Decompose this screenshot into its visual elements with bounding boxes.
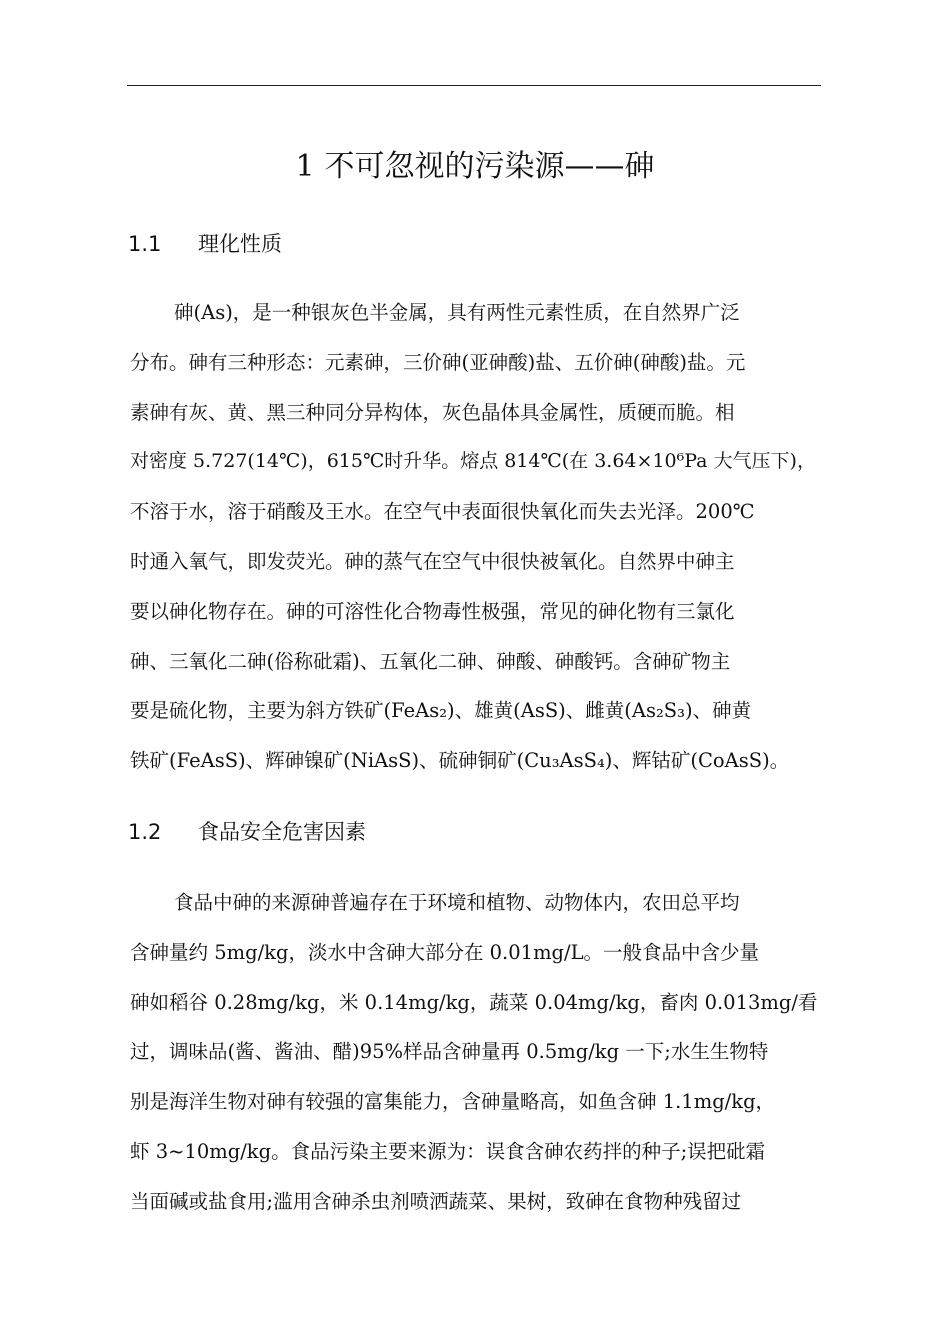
text-line: 虾 3~10mg/kg。食品污染主要来源为：误食含砷农药拌的种子;误把砒霜 [130, 1139, 766, 1163]
section-1-2-body [130, 878, 820, 1227]
text-line: 含砷量约 5mg/kg，淡水中含砷大部分在 0.01mg/L。一般食品中含少量 [130, 940, 760, 964]
text-line: 时通入氧气，即发荧光。砷的蒸气在空气中很快被氧化。自然界中砷主 [130, 549, 735, 573]
text-line: 别是海洋生物对砷有较强的富集能力，含砷量略高，如鱼含砷 1.1mg/kg， [130, 1090, 776, 1114]
text-line: 食品中砷的来源砷普遍存在于环境和植物、动物体内，农田总平均 [174, 891, 740, 914]
section-number: 1.1 [128, 232, 162, 256]
section-title: 理化性质 [198, 232, 282, 256]
text-line: 要以砷化物存在。砷的可溶性化合物毒性极强，常见的砷化物有三氯化 [130, 599, 735, 623]
text-line: 铁矿(FeAsS)、辉砷镍矿(NiAsS)、硫砷铜矿(Cu₃AsS₄)、辉钴矿(CoAsS)。 [130, 749, 790, 773]
chapter-number: 1 [295, 149, 315, 184]
text-line: 素砷有灰、黄、黑三种同分异构体，灰色晶体具金属性，质硬而脆。相 [130, 400, 735, 424]
text-line: 砷如稻谷 0.28mg/kg，米 0.14mg/kg，蔬菜 0.04mg/kg，畜肉 0.013mg/看 [130, 990, 818, 1014]
chapter-title-text: 不可忽视的污染源——砷 [324, 149, 655, 184]
text-line: 不溶于水，溶于硝酸及王水。在空气中表面很快氧化而失去光泽。200℃ [130, 500, 755, 524]
chapter-title [0, 142, 950, 192]
text-line: 砷、三氧化二砷(俗称砒霜)、五氧化二砷、砷酸、砷酸钙。含砷矿物主 [130, 649, 731, 673]
text-line: 砷(As)，是一种银灰色半金属，具有两性元素性质，在自然界广泛 [174, 301, 740, 324]
text-line: 当面碱或盐食用;滥用含砷杀虫剂喷洒蔬菜、果树，致砷在食物种残留过 [130, 1189, 742, 1213]
section-title: 食品安全危害因素 [198, 820, 366, 844]
section-heading-1-2 [128, 815, 366, 849]
section-1-1-body [130, 288, 820, 786]
text-line: 分布。砷有三种形态：元素砷，三价砷(亚砷酸)盐、五价砷(砷酸)盐。元 [130, 350, 746, 374]
text-line: 过，调味品(酱、酱油、醋)95%样品含砷量再 0.5mg/kg 一下;水生生物特 [130, 1040, 769, 1064]
section-number: 1.2 [128, 820, 162, 844]
section-heading-1-1 [128, 227, 282, 261]
header-rule [127, 85, 821, 86]
text-line: 要是硫化物，主要为斜方铁矿(FeAs₂)、雄黄(AsS)、雌黄(As₂S₃)、砷黄 [130, 699, 752, 723]
text-line: 对密度 5.727(14℃)，615℃时升华。熔点 814℃(在 3.64×10⁶Pa 大气压下)， [130, 450, 816, 473]
